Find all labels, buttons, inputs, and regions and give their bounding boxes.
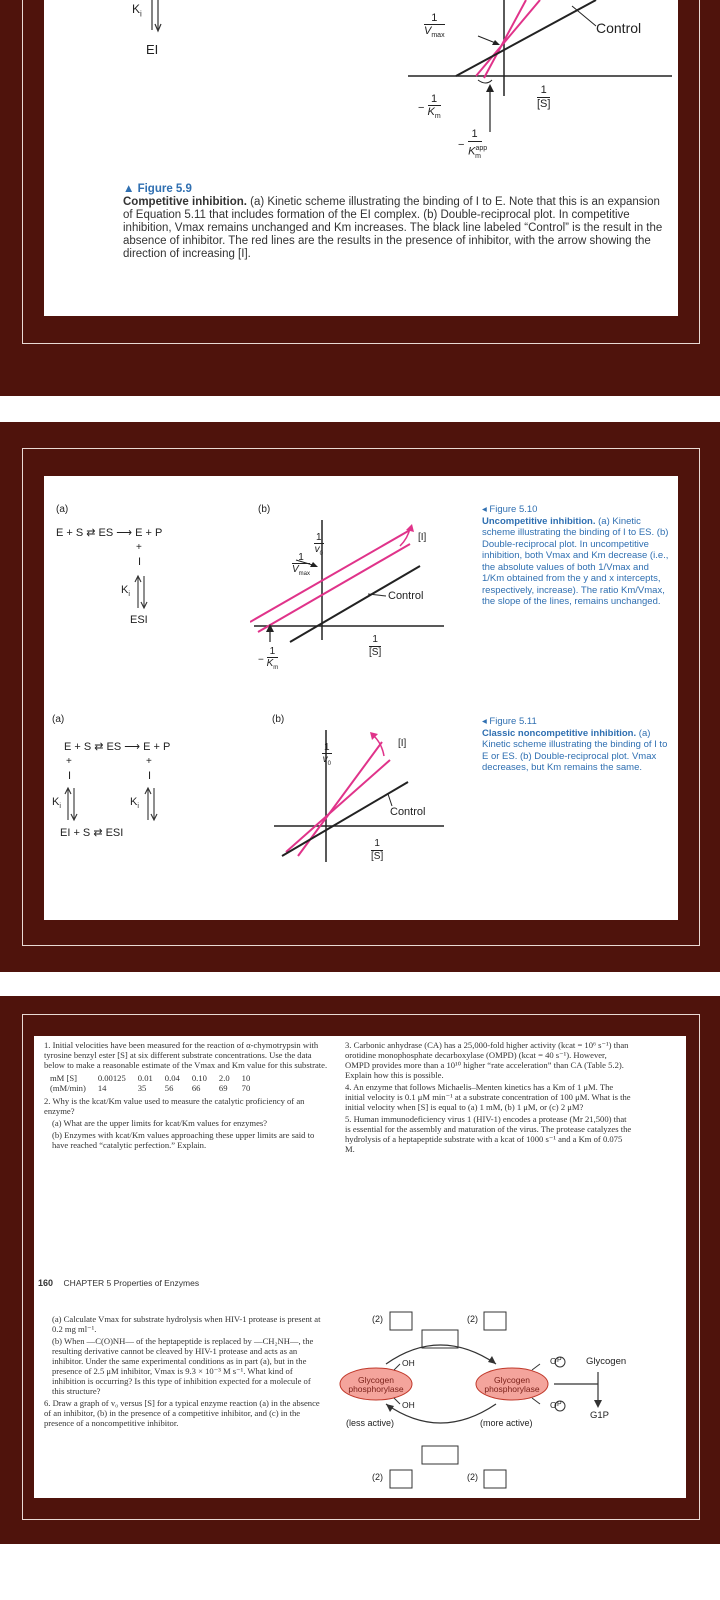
chapter-title: CHAPTER 5 Properties of Enzymes — [63, 1278, 200, 1288]
question-1: 1. Initial velocities have been measured for the reaction of α-chymotrypsin with tyrosine benzyl ester [S] at six different substrate concentrations. Use the data below to make a reasonable estimate of the Vmax and Km value for this substrate. — [44, 1040, 328, 1070]
answer-box-bottom-center — [422, 1446, 458, 1464]
fig510-neg-one-over-km: − $\frac{1}{K_m}$ — [258, 646, 279, 671]
fig59-ei-label: EI — [146, 42, 159, 57]
fig510-control-label: Control — [388, 590, 424, 602]
fig510-caption-label: ◂ Figure 5.10 — [482, 504, 538, 515]
gap-2 — [0, 972, 720, 996]
problems-right-column — [345, 1040, 633, 1156]
diagram-oh-top: OH — [402, 1358, 415, 1368]
fig510-plus: + — [136, 542, 142, 553]
fig510-inhibitor-line-1 — [250, 530, 410, 622]
gap-1 — [0, 396, 720, 422]
q1-data-table — [44, 1073, 256, 1093]
page-header — [38, 1278, 199, 1288]
diagram-two-top-left: (2) — [372, 1314, 383, 1324]
fig511-i-right: I — [148, 770, 152, 782]
left-enzyme-label: Glycogen phosphorylase — [348, 1375, 404, 1394]
fig510-scheme-top: E + S ⇄ ES ⟶ E + P — [56, 527, 163, 539]
fig510-one-over-s: 1 [S] — [369, 634, 382, 658]
table-row-label: (mM/min) — [50, 1083, 86, 1093]
answer-box-bottom-right — [484, 1470, 506, 1488]
question-5b: (b) When —C(O)NH— of the heptapeptide is replaced by —CH₂NH—, the resulting derivative cannot be cleaved by HIV-1 protease and acts as an inhibitor. Under the same experimental conditions as in part (a), but in the presence of 2.5 μM inhibitor, Vmax is 9.3 × 10⁻³ M s⁻¹. What kind of inhibition is occurring? Is this type of inhibition expected for a molecule of this structure? — [52, 1336, 314, 1396]
fig59-control-line — [456, 0, 596, 76]
question-5: 5. Human immunodeficiency virus 1 (HIV-1) encodes a protease (Mr 21,500) that is essential for the assembly and maturation of the virus. The protease catalyzes the hydrolysis of a heptapeptide substrate with a kcat of 1000 s⁻¹ and a Km of 0.075 M. — [345, 1114, 632, 1154]
fig510-equilibrium-arrows — [134, 574, 148, 610]
question-6: 6. Draw a graph of v₀ versus [S] for a typical enzyme reaction (a) in the absence of an inhibitor, (b) in the presence of a competitive inhibitor, and (c) in the presence of a noncompetitive inhibitor. — [44, 1398, 320, 1428]
fig510-caption-title: Uncompetitive inhibition. — [482, 515, 596, 527]
fig511-caption — [482, 716, 672, 774]
diagram-o-top: O — [550, 1356, 557, 1366]
fig59-inhibitor-line-1 — [484, 0, 526, 78]
bottom-strip — [0, 1544, 720, 1600]
fig510-b-label: (b) — [258, 504, 271, 515]
problems-bottom-left — [44, 1314, 322, 1430]
g1p-label: G1P — [590, 1410, 610, 1421]
fig510-inhibitor-label: [I] — [418, 532, 427, 543]
question-2a: (a) What are the upper limits for kcat/Km values for enzymes? — [52, 1118, 268, 1128]
answer-box-top-left — [390, 1312, 412, 1330]
fig59-caption-title: Competitive inhibition. — [123, 196, 247, 208]
fig59-neg-one-over-kmapp: − 1 $K^{app}_m$ — [458, 128, 488, 160]
fig510-esi: ESI — [130, 614, 148, 626]
fig511-one-over-v0: 1 $v_0$ — [322, 742, 331, 767]
fig511-ki-left: $K_i$ — [52, 796, 61, 811]
fig511-caption-text: (a) Kinetic scheme illustrating the binding of I to E or ES. (b) Double-reciprocal plot. Vmax decreases, but Km remains the same. — [482, 727, 668, 773]
fig510-inhibitor-line-2 — [258, 544, 410, 632]
fig510-ki: $K_i$ — [121, 584, 130, 599]
fig59-equilibrium-arrows — [148, 0, 162, 34]
fig511-scheme-top: E + S ⇄ ES ⟶ E + P — [64, 741, 171, 753]
diagram-two-bottom-left: (2) — [372, 1472, 383, 1482]
question-2: 2. Why is the kcat/Km value used to measure the catalytic proficiency of an enzyme? — [44, 1096, 305, 1116]
question-3: 3. Carbonic anhydrase (CA) has a 25,000-fold higher activity (kcat = 10⁶ s⁻¹) than orotidine monophosphate decarboxylase (OMPD) (kcat = 40 s⁻¹). However, OMPD provides more than a 10¹⁰ higher “rate acceleration” than CA (Table 5.2). Explain how this is possible. — [345, 1040, 629, 1080]
diagram-p-bottom: P — [557, 1401, 562, 1408]
less-active-label: (less active) — [346, 1418, 395, 1428]
right-enzyme-label: Glycogen phosphorylase — [484, 1375, 540, 1394]
fig59-one-over-s: 1 [S] — [537, 84, 551, 110]
fig511-plus-left: + — [66, 756, 72, 767]
fig59-control-pointer — [572, 6, 596, 26]
fig59-caption — [123, 183, 663, 261]
glycogen-label: Glycogen — [586, 1356, 627, 1367]
more-active-label: (more active) — [480, 1418, 533, 1428]
fig511-caption-label: ◂ Figure 5.11 — [482, 716, 537, 727]
fig511-control-pointer — [388, 794, 392, 806]
diagram-oh-bottom: OH — [402, 1400, 415, 1410]
table-row: mM [S] 0.00125 0.01 0.04 0.10 2.0 10 — [44, 1073, 256, 1083]
fig510-one-over-v0: 1 $v_0$ — [314, 532, 323, 557]
diagram-p-top: P — [557, 1357, 562, 1364]
question-2b: (b) Enzymes with kcat/Km values approaching these upper limits are said to have reached “catalytic perfection.” Explain. — [52, 1130, 315, 1150]
fig511-control-label: Control — [390, 806, 426, 818]
fig511-plus-right: + — [146, 756, 152, 767]
fig511-double-reciprocal-plot — [270, 720, 450, 870]
fig59-ki-label: $K_i$ — [132, 2, 142, 19]
fig511-scheme-bottom: EI + S ⇄ ESI — [60, 827, 124, 839]
fig510-caption-text: (a) Kinetic scheme illustrating the binding of I to ES. (b) Double-reciprocal plot. In uncompetitive inhibition, both Vmax and Km decrease (i.e., the absolute values of both 1/Vmax and 1/Km obtained from the y and x intercepts, respectively, increase). The ratio Km/Vmax, the slope of the lines, remains unchanged. — [482, 515, 669, 607]
page-number: 160 — [38, 1278, 54, 1288]
fig511-equilibrium-arrows-left — [64, 786, 78, 822]
fig511-b-label: (b) — [272, 714, 285, 725]
fig511-one-over-s: 1 [S] — [371, 838, 384, 862]
question-5a: (a) Calculate Vmax for substrate hydrolysis when HIV-1 protease is present at 0.2 mg ml⁻¹. — [52, 1314, 321, 1334]
fig510-i: I — [138, 556, 142, 568]
diagram-two-top-right: (2) — [467, 1314, 478, 1324]
fig511-caption-title: Classic noncompetitive inhibition. — [482, 727, 637, 739]
answer-box-top-right — [484, 1312, 506, 1330]
fig59-neg-one-over-km: − $\frac{1}{K_m}$ — [418, 93, 441, 121]
question-4: 4. An enzyme that follows Michaelis–Menten kinetics has a Km of 1 μM. The initial velocity is 0.1 μM min⁻¹ at a substrate concentration of 100 μM. What is the initial velocity when [S] is equal to (a) 1 mM, (b) 1 μM, or (c) 2 μM? — [345, 1082, 631, 1112]
glycogen-phosphorylase-diagram — [336, 1306, 636, 1496]
fig59-caption-label: ▲ Figure 5.9 — [123, 183, 192, 195]
fig59-one-over-vmax: 1 $V_{max}$ — [424, 12, 445, 40]
diagram-o-bottom: O — [550, 1400, 557, 1410]
fig59-caption-text: (a) Kinetic scheme illustrating the binding of I to E. Note that this is an expansion of Equation 5.11 that includes formation of the EI complex. (b) Double-reciprocal plot. In competitive inhibition, Vmax remains unchanged and Km increases. The black line labeled “Control” is the result in the absence of inhibitor. The red lines are the results in the presence of inhibitor, with the arrow showing the direction of increasing [I]. — [123, 196, 663, 260]
fig511-i-left: I — [68, 770, 72, 782]
fig59-brace — [478, 80, 492, 83]
fig510-one-over-vmax: 1 $V_{max}$ — [292, 552, 311, 577]
fig511-equilibrium-arrows-right — [144, 786, 158, 822]
fig59-inhibitor-line-2 — [476, 0, 540, 76]
problems-left-column — [44, 1040, 332, 1152]
fig511-ki-right: $K_i$ — [130, 796, 139, 811]
fig510-a-label: (a) — [56, 504, 69, 515]
answer-box-bottom-left — [390, 1470, 412, 1488]
table-row-label: mM [S] — [50, 1073, 77, 1083]
fig511-a-label: (a) — [52, 714, 65, 725]
fig59-control-label: Control — [596, 20, 642, 36]
fig510-caption — [482, 504, 672, 608]
table-row: (mM/min) 14 35 56 66 69 70 — [44, 1083, 256, 1093]
fig511-inhibitor-label: [I] — [398, 738, 407, 749]
diagram-two-bottom-right: (2) — [467, 1472, 478, 1482]
